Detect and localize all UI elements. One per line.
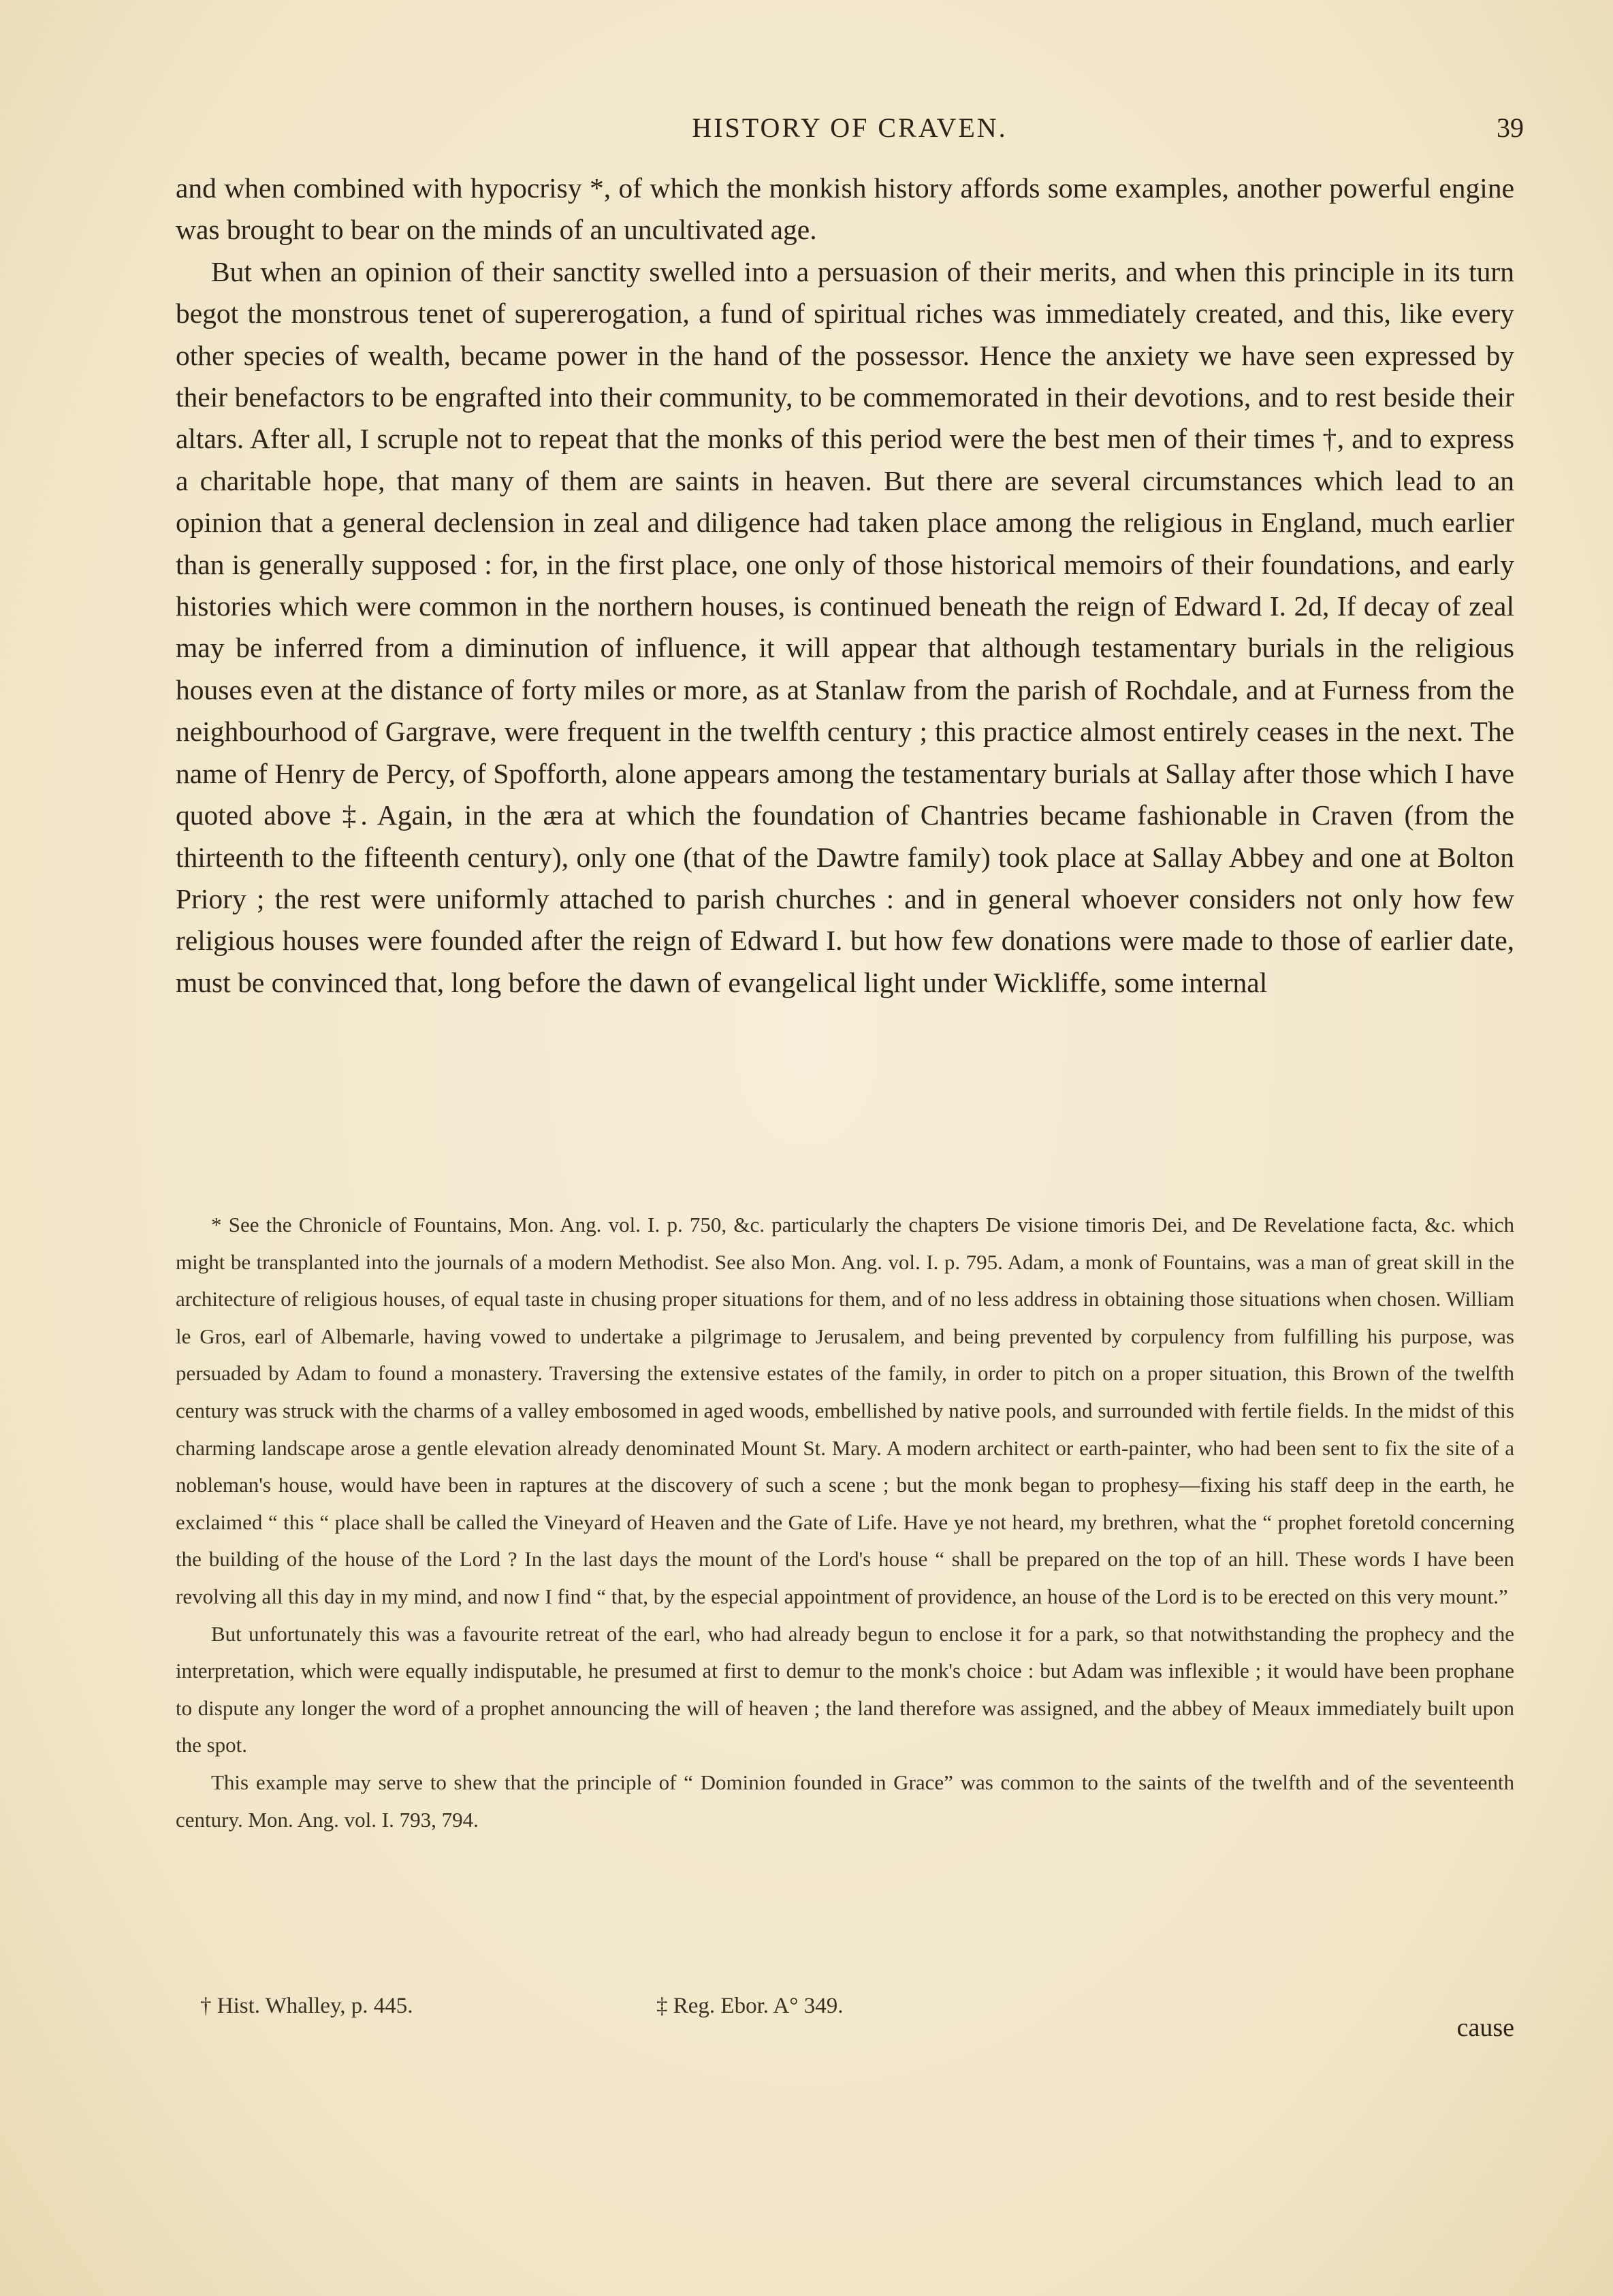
- footnote-references: [200, 1994, 1017, 2035]
- running-title: HISTORY OF CRAVEN.: [692, 112, 1008, 143]
- footnote-double-dagger: ‡ Reg. Ebor. A° 349.: [656, 1994, 844, 2018]
- footnote-continuation: This example may serve to shew that the principle of “ Dominion founded in Grace” was common to the saints of the twelfth and of the seventeenth century. Mon. Ang. vol. I. 793, 794.: [176, 1770, 1514, 1832]
- footnotes: [176, 1207, 1514, 1838]
- catchword: cause: [1456, 2013, 1514, 2042]
- footnote-continuation: But unfortunately this was a favourite retreat of the earl, who had already begun to enclose it for a park, so that notwithstanding the prophecy and the interpretation, which were equally indisputable, he presumed at first to demur to the monk's choice : but Adam was inflexible ; it would have been prophane to dispute any longer the word of a prophet announcing the will of heaven ; the land therefore was assigned, and the abbey of Meaux immediately built upon the spot.: [176, 1621, 1514, 1757]
- body-paragraph: and when combined with hypocrisy *, of which the monkish history affords some examples, another powerful engine was brought to bear on the minds of an uncultivated age.: [176, 172, 1514, 246]
- page-number: 39: [1497, 112, 1524, 143]
- page-header: [176, 102, 1524, 150]
- body-paragraph: But when an opinion of their sanctity swelled into a persuasion of their merits, and when this principle in its turn begot the monstrous tenet of supererogation, a fund of spiritual riches was immediately created, and this, like every other species of wealth, became power in the hand of the possessor. Hence the anxiety we have seen expressed by their benefactors to be engrafted into their community, to be commemorated in their devotions, and to rest beside their altars. After all, I scruple not to repeat that the monks of this period were the best men of their times †, and to express a charitable hope, that many of them are saints in heaven. But there are several circumstances which lead to an opinion that a general declension in zeal and diligence had taken place among the religious in England, much earlier than is generally supposed : for, in the first place, one only of those historical memoirs of their foundations, and early histories which were common in the northern houses, is continued beneath the reign of Edward I. 2d, If decay of zeal may be inferred from a diminution of influence, it will appear that although testamentary burials in the religious houses even at the distance of forty miles or more, as at Stanlaw from the parish of Rochdale, and at Furness from the neighbourhood of Gargrave, were frequent in the twelfth century ; this practice almost entirely ceases in the next. The name of Henry de Percy, of Spofforth, alone appears among the testamentary burials at Sallay after those which I have quoted above ‡. Again, in the æra at which the foundation of Chantries became fashionable in Craven (from the thirteenth to the fifteenth century), only one (that of the Dawtre family) took place at Sallay Abbey and one at Bolton Priory ; the rest were uniformly attached to parish churches : and in general whoever considers not only how few religious houses were founded after the reign of Edward I. but how few donations were made to those of earlier date, must be convinced that, long before the dawn of evangelical light under Wickliffe, some internal: [176, 255, 1514, 998]
- footnote-asterisk: * See the Chronicle of Fountains, Mon. Ang. vol. I. p. 750, &c. particularly the chapters De visione timoris Dei, and De Revelatione facta, &c. which might be transplanted into the journals of a modern Methodist. See also Mon. Ang. vol. I. p. 795. Adam, a monk of Fountains, was a man of great skill in the architecture of religious houses, of equal taste in chusing proper situations for them, and of no less address in obtaining those situations when chosen. William le Gros, earl of Albemarle, having vowed to undertake a pilgrimage to Jerusalem, and being prevented by corpulency from fulfilling his purpose, was persuaded by Adam to found a monastery. Traversing the extensive estates of the family, in order to pitch on a proper situation, this Brown of the twelfth century was struck with the charms of a valley embosomed in aged woods, embellished by native pools, and surrounded with fertile fields. In the midst of this charming landscape arose a gentle elevation already denominated Mount St. Mary. A modern architect or earth-painter, who had been sent to fix the site of a nobleman's house, would have been in raptures at the discovery of such a scene ; but the monk began to prophesy—fixing his staff deep in the earth, he exclaimed “ this “ place shall be called the Vineyard of Heaven and the Gate of Life. Have ye not heard, my brethren, what the “ prophet foretold concerning the building of the house of the Lord ? In the last days the mount of the Lord's house “ shall be prepared on the top of an hill. These words I have been revolving all this day in my mind, and now I find “ that, by the especial appointment of providence, an house of the Lord is to be erected on this very mount.”: [176, 1213, 1514, 1608]
- footnote-dagger: † Hist. Whalley, p. 445.: [200, 1994, 413, 2018]
- main-text: [176, 168, 1514, 1004]
